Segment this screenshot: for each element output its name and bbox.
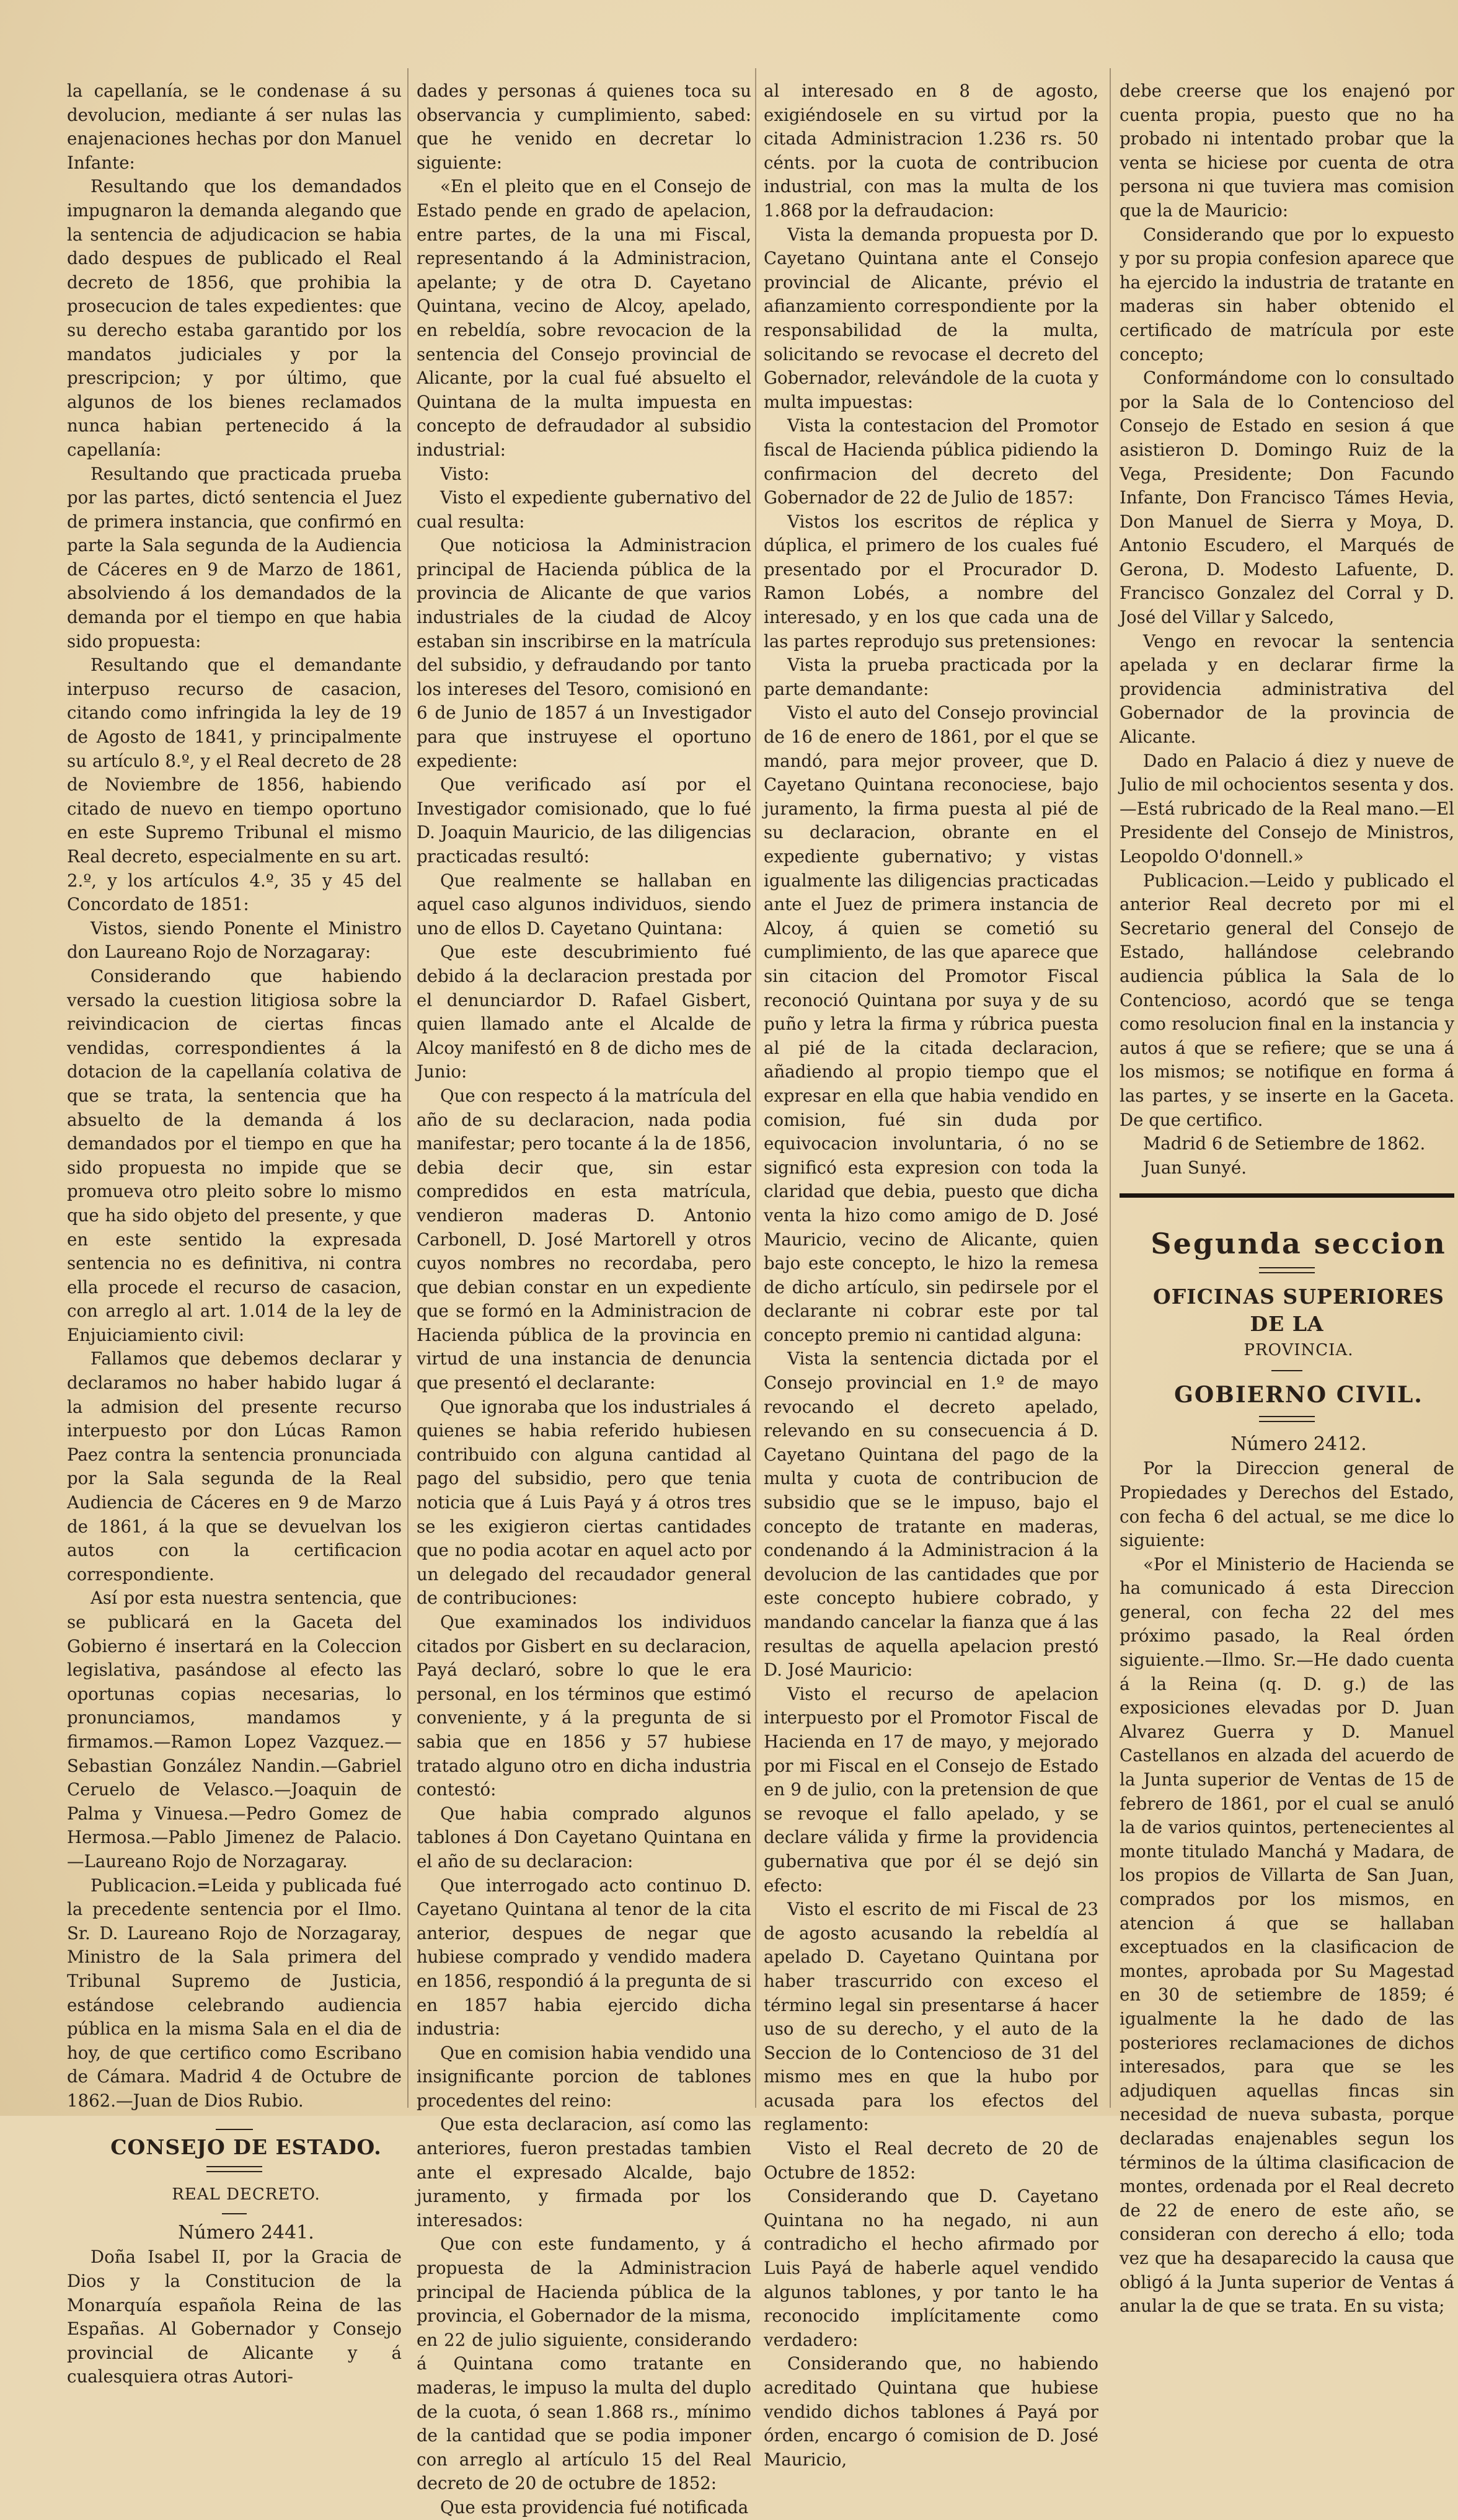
- column-rule: [755, 68, 756, 2108]
- paragraph: Resultando que practicada prueba por las partes, dictó sentencia el Juez de primera instancia, que confirmó en parte la Sala segunda de la Audiencia de Cáceres en 9 de Marzo de 1861, absolviendo á los demandados de la demanda por el tiempo en que habia sido propuesta:: [67, 463, 402, 652]
- divider: [222, 2213, 247, 2214]
- paragraph: Publicacion.—Leido y publicado el anterior Real decreto por mi el Secretario general del Consejo de Estado, hallándose celebrando audiencia pública la Sala de lo Contencioso, acordó que se tenga como resolucion final en la instancia y autos á que se refiere; que se una á los mismos; se notifique en forma á las partes, y se inserte en la Gaceta. De que certifico.: [1120, 870, 1454, 1130]
- divider: [216, 2129, 253, 2130]
- paragraph: Que interrogado acto continuo D. Cayetano Quintana al tenor de la cita anterior, despues de negar que hubiese comprado y vendido madera en 1856, respondió á la pregunta de si en 1857 habia ejercido dicha industria:: [417, 1875, 751, 2040]
- notice-number: Número 2412.: [1230, 1433, 1367, 1456]
- paragraph: Resultando que el demandante interpuso recurso de casacion, citando como infringida la ley de 19 de Agosto de 1841, y principalmente su artículo 8.º, y el Real decreto de 28 de Noviembre de 1856, habiendo citado de nuevo en tiempo oportuno en este Supremo Tribunal el mismo Real decreto, especialmente en su art. 2.º, y los artículos 4.º, 35 y 45 del Concordato de 1851:: [67, 655, 402, 915]
- paragraph: la capellanía, se le condenase á su devolucion, mediante á ser nulas las enajenaciones hechas por don Manuel Infante:: [67, 81, 402, 173]
- paragraph: Resultando que los demandados impugnaron la demanda alegando que la sentencia de adjudicacion se habia dado despues de publicado el Real decreto de 1856, que prohibia la prosecucion de tales expedientes: que su derecho estaba garantido por los mandatos judiciales y por la prescripcion; y por último, que algunos de los bienes reclamados nunca habian pertenecido á la capellanía:: [67, 176, 402, 460]
- column-4: [1120, 79, 1454, 2317]
- paragraph: Que esta declaracion, así como las anteriores, fueron prestadas tambien ante el expresado Alcalde, bajo juramento, y firmada por los interesados:: [417, 2114, 751, 2230]
- paragraph: Que con respecto á la matrícula del año de su declaracion, nada podia manifestar; pero tocante á la de 1856, debia decir que, sin estar compredidos en esta matrícula, vendieron maderas D. Antonio Carbonell, D. José Martorell y otros cuyos nombres no recordaba, pero que debian constar en un expediente que se formó en la Administracion de Hacienda pública de la provincia en virtud de una instancia de denuncia que presentó el declarante:: [417, 1085, 751, 1394]
- paragraph: Que verificado así por el Investigador comisionado, que lo fué D. Joaquin Mauricio, de las diligencias practicadas resultó:: [417, 774, 751, 867]
- date-line: Madrid 6 de Setiembre de 1862.: [1143, 1133, 1426, 1154]
- paragraph: Visto el escrito de mi Fiscal de 23 de agosto acusando la rebeldía al apelado D. Cayetano Quintana por haber trascurrido con exceso el término legal sin presentarse á hacer uso de su derecho, y el auto de la Seccion de lo Contencioso de 31 del mismo mes en que la hubo por acusada para los efectos del reglamento:: [764, 1899, 1098, 2135]
- paragraph: Visto el recurso de apelacion interpuesto por el Promotor Fiscal de Hacienda en 17 de mayo, y mejorado por mi Fiscal en el Consejo de Estado en 9 de julio, con la pretension de que se revoque el fallo apelado, y se declare válida y firme la providencia gubernativa que por él se dejó sin efecto:: [764, 1683, 1098, 1896]
- section-title-segunda: Segunda seccion: [1151, 1227, 1447, 1261]
- paragraph: Dado en Palacio á diez y nueve de Julio de mil ochocientos sesenta y dos.—Está rubricado de la Real mano.—El Presidente del Consejo de Ministros, Leopoldo O'donnell.»: [1120, 750, 1454, 867]
- paragraph: Que realmente se hallaban en aquel caso algunos individuos, siendo uno de ellos D. Cayetano Quintana:: [417, 870, 751, 939]
- column-3: [764, 79, 1098, 2470]
- divider: [206, 2166, 262, 2172]
- column-2: [417, 79, 751, 2518]
- paragraph: Por la Direccion general de Propiedades y Derechos del Estado, con fecha 6 del actual, se me dice lo siguiente:: [1120, 1458, 1454, 1551]
- divider: [1271, 1370, 1302, 1371]
- heading-gobierno-civil: GOBIERNO CIVIL.: [1174, 1382, 1423, 1408]
- paragraph: Visto:: [440, 463, 490, 484]
- subheading-real-decreto: REAL DECRETO.: [172, 2185, 320, 2204]
- paragraph: «En el pleito que en el Consejo de Estado pende en grado de apelacion, entre partes, de la una mi Fiscal, representando á la Administracion, apelante; y de otra D. Cayetano Quintana, vecino de Alcoy, apelado, en rebeldía, sobre revocacion de la sentencia del Consejo provincial de Alicante, por la cual fué absuelto el Quintana de la multa impuesta en concepto de defraudador al subsidio industrial:: [417, 176, 751, 460]
- heading-oficinas: OFICINAS SUPERIORES DE LA: [1153, 1284, 1444, 1337]
- paragraph: Que con este fundamento, y á propuesta de la Administracion principal de Hacienda pública de la provincia, el Gobernador de la misma, en 22 de julio siguiente, considerando á Quintana como tratante en maderas, le impuso la multa del duplo de la cuota, ó sean 1.868 rs., mínimo de la cantidad que se podia imponer con arreglo al artículo 15 del Real decreto de 20 de octubre de 1852:: [417, 2234, 751, 2494]
- paragraph: Vista la prueba practicada por la parte demandante:: [764, 655, 1098, 699]
- paragraph: Vista la demanda propuesta por D. Cayetano Quintana ante el Consejo provincial de Alicante, prévio el afianzamiento correspondiente por la responsabilidad de la multa, solicitando se revocase el decreto del Gobernador, relevándole de la cuota y multa impuestas:: [764, 224, 1098, 412]
- paragraph: Considerando que habiendo versado la cuestion litigiosa sobre la reivindicacion de ciertas fincas vendidas, correspondientes á la dotacion de la capellanía colativa de que se trata, la sentencia que ha absuelto de la demanda á los demandados por el tiempo en que ha sido propuesta no impide que se promueva otro pleito sobre lo mismo que ha sido objeto del presente, y que en este sentido la expresada sentencia no es definitiva, ni contra ella procede el recurso de casacion, con arreglo al art. 1.014 de la ley de Enjuiciamiento civil:: [67, 965, 402, 1345]
- paragraph: Que en comision habia vendido una insignificante porcion de tablones procedentes del reino:: [417, 2042, 751, 2111]
- paragraph: Que habia comprado algunos tablones á Don Cayetano Quintana en el año de su declaracion:: [417, 1803, 751, 1872]
- section-separator: [1120, 1193, 1454, 1198]
- paragraph: Vistos, siendo Ponente el Ministro don Laureano Rojo de Norzagaray:: [67, 917, 402, 963]
- paragraph: Vistos los escritos de réplica y dúplica, el primero de los cuales fué presentado por el Procurador D. Ramon Lobés, a nombre del interesado, y en los que cada una de las partes reprodujo sus pretensiones:: [764, 511, 1098, 652]
- divider: [1259, 1267, 1315, 1273]
- paragraph: Fallamos que debemos declarar y declaramos no haber habido lugar á la admision del presente recurso interpuesto por don Lúcas Ramon Paez contra la sentencia pronunciada por la Sala segunda de la Real Audiencia de Cáceres en 9 de Marzo de 1861, á la que se devuelvan los autos con la certificacion correspondiente.: [67, 1348, 402, 1585]
- paragraph: dades y personas á quienes toca su observancia y cumplimiento, sabed: que he venido en decretar lo siguiente:: [417, 81, 751, 173]
- paragraph: al interesado en 8 de agosto, exigiéndosele en su virtud por la citada Administracion 1.236 rs. 50 cénts. por la cuota de contribucion industrial, con mas la multa de los 1.868 por la defraudacion:: [764, 81, 1098, 221]
- paragraph: Considerando que por lo expuesto y por su propia confesion aparece que ha ejercido la industria de tratante en maderas sin haber obtenido el certificado de matrícula por este concepto;: [1120, 224, 1454, 365]
- paragraph: Vista la sentencia dictada por el Consejo provincial en 1.º de mayo revocando el decreto apelado, relevando en su consecuencia á D. Cayetano Quintana del pago de la multa y cuota de contribucion de subsidio que se le impuso, bajo el concepto de tratante en maderas, condenando á la Administracion á la devolucion de las cantidades que por este concepto hubiere cobrado, y mandando cancelar la fianza que á las resultas de aquella apelacion prestó D. José Mauricio:: [764, 1348, 1098, 1681]
- column-rule: [1110, 68, 1111, 2108]
- paragraph: Que ignoraba que los industriales á quienes se habia referido hubiesen contribuido con alguna cantidad al pago del subsidio, pero que tenia noticia que á Luis Payá y á otros tres se les exigieron ciertas cantidades que no podia acotar en aquel acto por un delegado del recaudador general de contribuciones:: [417, 1396, 751, 1609]
- paragraph: «Por el Ministerio de Hacienda se ha comunicado á esta Direccion general, con fecha 22 del mes próximo pasado, la Real órden siguiente.—Ilmo. Sr.—He dado cuenta á la Reina (q. D. g.) de las exposiciones elevadas por D. Juan Alvarez Guerra y D. Manuel Castellanos en alzada del acuerdo de la Junta superior de Ventas de 15 de febrero de 1861, por el cual se anuló la de varios quintos, pertenecientes al monte titulado Manchá y Madara, de los propios de Villarta de San Juan, comprados por los mismos, en atencion á que se hallaban exceptuados en la clasificacion de montes, aprobada por Su Magestad en 30 de setiembre de 1859; é igualmente la he dado de las posteriores reclamaciones de dichos interesados, para que se les adjudiquen aquellas fincas sin necesidad de nueva subasta, porque declaradas enajenables segun los términos de la última clasificacion de montes, ordenada por el Real decreto de 22 de enero de este año, se consideran con derecho á ello; toda vez que ha desaparecido la causa que obligó á la Junta superior de Ventas á anular la de que se trata. En su vista;: [1120, 1554, 1454, 2317]
- paragraph: Que este descubrimiento fué debido á la declaracion prestada por el denunciardor D. Rafael Gisbert, quien llamado ante el Alcalde de Alcoy manifestó en 8 de dicho mes de Junio:: [417, 942, 751, 1082]
- paragraph: Que esta providencia fué notificada: [440, 2496, 749, 2518]
- paragraph: Doña Isabel II, por la Gracia de Dios y la Constitucion de la Monarquía española Reina de las Españas. Al Gobernador y Consejo provincial de Alicante y á cualesquiera otras Autori-: [67, 2247, 402, 2387]
- divider: [1259, 1416, 1315, 1422]
- paragraph: Vista la contestacion del Promotor fiscal de Hacienda pública pidiendo la confirmacion del decreto del Gobernador de 22 de Julio de 1857:: [764, 415, 1098, 508]
- column-1: [67, 79, 402, 2387]
- paragraph: Considerando que D. Cayetano Quintana no ha negado, ni aun contradicho el hecho afirmado por Luis Payá de haberle aquel vendido algunos tablones, y por tanto le ha reconocido implícitamente como verdadero:: [764, 2186, 1098, 2350]
- paragraph: Visto el Real decreto de 20 de Octubre de 1852:: [764, 2138, 1098, 2183]
- signature-name: Juan Sunyé.: [1143, 1157, 1247, 1178]
- paragraph: Así por esta nuestra sentencia, que se publicará en la Gaceta del Gobierno é insertará en la Coleccion legislativa, pasándose al efecto las oportunas copias necesarias, lo pronunciamos, mandamos y firmamos.—Ramon Lopez Vazquez.—Sebastian González Nandin.—Gabriel Ceruelo de Velasco.—Joaquin de Palma y Vinuesa.—Pedro Gomez de Hermosa.—Pablo Jimenez de Palacio.—Laureano Rojo de Norzagaray.: [67, 1588, 402, 1872]
- decree-number: Número 2441.: [178, 2222, 314, 2244]
- paragraph: Que noticiosa la Administracion principal de Hacienda pública de la provincia de Alicante de que varios industriales de la ciudad de Alcoy estaban sin inscribirse en la matrícula del subsidio, y defraudando por tanto los intereses del Tesoro, comisionó en 6 de Junio de 1857 á un Investigador para que instruyese el oportuno expediente:: [417, 535, 751, 771]
- paragraph: Considerando que, no habiendo acreditado Quintana que hubiese vendido dichos tablones á Payá por órden, encargo ó comision de D. José Mauricio,: [764, 2353, 1098, 2470]
- heading-provincia: PROVINCIA.: [1244, 1341, 1354, 1360]
- paragraph: Conformándome con lo consultado por la Sala de lo Contencioso del Consejo de Estado en sesion á que asistieron D. Domingo Ruiz de la Vega, Presidente; Don Facundo Infante, Don Francisco Támes Hevia, Don Manuel de Sierra y Moya, D. Antonio Escudero, el Marqués de Gerona, D. Modesto Lafuente, D. Francisco Gonzalez del Corral y D. José del Villar y Salcedo,: [1120, 368, 1454, 628]
- paragraph: Vengo en revocar la sentencia apelada y en declarar firme la providencia administrativa del Gobernador de la provincia de Alicante.: [1120, 630, 1454, 748]
- section-heading-consejo: CONSEJO DE ESTADO.: [110, 2135, 382, 2160]
- column-rule: [407, 68, 409, 2108]
- paragraph: debe creerse que los enajenó por cuenta propia, puesto que no ha probado ni intentado probar que la venta se hiciese por cuenta de otra persona ni que tuviera mas comision que la de Mauricio:: [1120, 81, 1454, 221]
- paragraph: Que examinados los individuos citados por Gisbert en su declaracion, Payá declaró, sobre lo que le era personal, en los términos que estimó conveniente, y á la pregunta de si sabia que en 1856 y 57 hubiese tratado alguno otro en dicha industria contestó:: [417, 1612, 751, 1800]
- paragraph: Publicacion.=Leida y publicada fué la precedente sentencia por el Ilmo. Sr. D. Laureano Rojo de Norzagaray, Ministro de la Sala primera del Tribunal Supremo de Justicia, estándose celebrando audiencia pública en la misma Sala en el dia de hoy, de que certifico como Escribano de Cámara. Madrid 4 de Octubre de 1862.—Juan de Dios Rubio.: [67, 1875, 402, 2111]
- paragraph: Visto el expediente gubernativo del cual resulta:: [417, 487, 751, 532]
- paragraph: Visto el auto del Consejo provincial de 16 de enero de 1861, por el que se mandó, para mejor proveer, que D. Cayetano Quintana reconociese, bajo juramento, la firma puesta al pié de su declaracion, obrante en el expediente gubernativo; y vistas igualmente las diligencias practicadas ante el Juez de primera instancia de Alcoy, á quien se cometió su cumplimiento, de las que aparece que sin citacion del Promotor Fiscal reconoció Quintana por suya y de su puño y letra la firma y rúbrica puesta al pié de la citada declaracion, añadiendo al propio tiempo que el expresar en ella que habia vendido en comision, fué sin duda por equivocacion involuntaria, ó no se significó esta expresion con toda la claridad que debia, puesto que dicha venta la hizo como amigo de D. José Mauricio, vecino de Alicante, quien bajo este concepto, le hizo la remesa de dicho artículo, sin pedirsele por el declarante ni cobrar este por tal concepto premio ni cantidad alguna:: [764, 702, 1098, 1345]
